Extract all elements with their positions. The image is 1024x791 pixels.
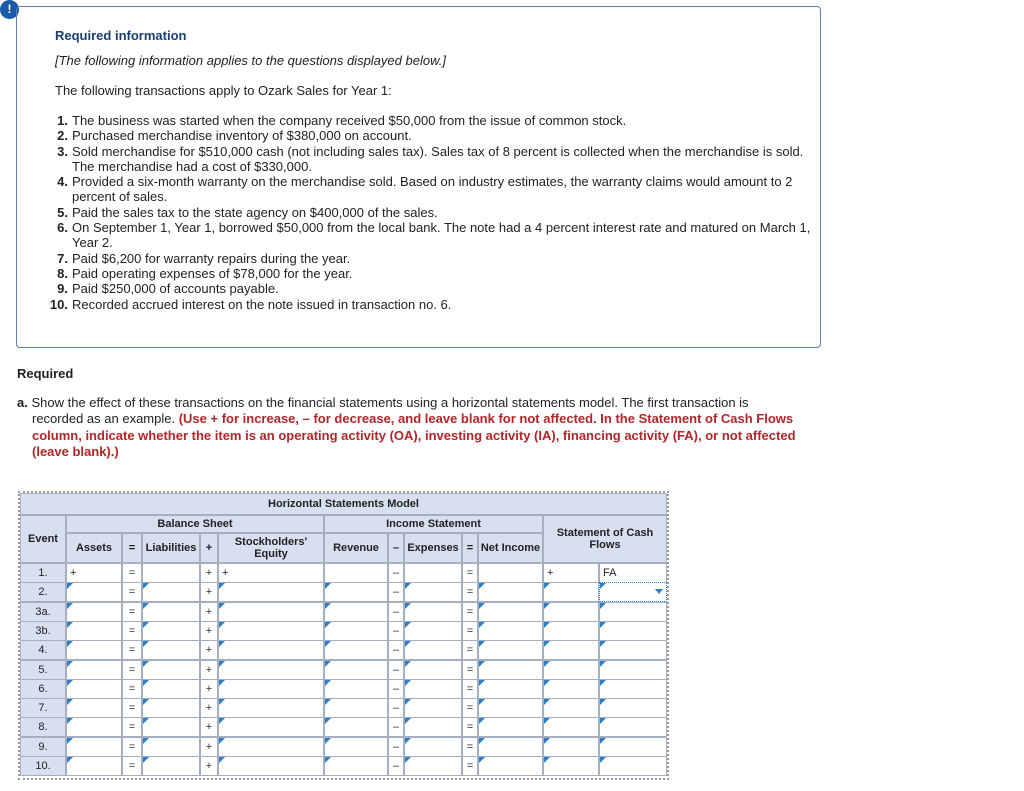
equity-input[interactable] (218, 660, 324, 680)
equity-input[interactable] (218, 717, 324, 737)
info-title: Required information (55, 28, 187, 43)
assets-input[interactable] (66, 717, 122, 737)
operator-symbol: = (122, 698, 142, 718)
revenue-input[interactable] (324, 582, 388, 602)
operator-symbol: – (388, 563, 404, 583)
liabilities-input[interactable] (142, 602, 200, 622)
netincome-input[interactable] (478, 582, 543, 602)
netincome-input[interactable] (478, 679, 543, 699)
expenses-input[interactable] (404, 756, 462, 776)
header-event: Event (20, 515, 66, 563)
required-instructions (17, 395, 807, 460)
operator-symbol: + (200, 756, 218, 776)
transaction-item (17, 144, 812, 175)
revenue-input[interactable] (324, 621, 388, 641)
operator-symbol: + (200, 602, 218, 622)
netincome-input[interactable] (478, 737, 543, 757)
liabilities-input[interactable] (142, 737, 200, 757)
transaction-text: On September 1, Year 1, borrowed $50,000 from the local bank. The note had a 4 percent interest rate and matured on March 1, Year 2. (72, 220, 811, 251)
instruction-line-2: recorded as an example. (32, 411, 176, 427)
assets-input[interactable] (66, 698, 122, 718)
cash-input[interactable] (543, 698, 599, 718)
cash-activity-select[interactable] (599, 679, 667, 699)
operator-symbol: – (388, 640, 404, 660)
cash-input[interactable] (543, 717, 599, 737)
assets-input[interactable] (66, 640, 122, 660)
event-label: 3a. (20, 602, 66, 622)
revenue-input[interactable] (324, 679, 388, 699)
netincome-input[interactable] (478, 660, 543, 680)
operator-symbol: = (462, 640, 478, 660)
operator-symbol: + (200, 621, 218, 641)
assets-input[interactable] (66, 621, 122, 641)
operator-symbol: = (462, 563, 478, 583)
transaction-text: Paid $250,000 of accounts payable. (72, 281, 279, 297)
event-label: 5. (20, 660, 66, 680)
header-eq-symbol-2: = (462, 533, 478, 563)
equity-input[interactable] (218, 756, 324, 776)
transaction-number: 6. (57, 220, 68, 236)
operator-symbol: = (462, 679, 478, 699)
transaction-text: Provided a six-month warranty on the merchandise sold. Based on industry estimates, the warranty claims would amount to 2 percent of sales. (72, 174, 793, 205)
transaction-text: Paid operating expenses of $78,000 for the year. (72, 265, 353, 281)
operator-symbol: = (122, 621, 142, 641)
event-label: 6. (20, 679, 66, 699)
cash-activity-select[interactable] (599, 621, 667, 641)
cash-input[interactable] (543, 582, 599, 602)
netincome-input[interactable] (478, 640, 543, 660)
required-information-box (16, 6, 821, 348)
transaction-item (17, 113, 812, 128)
assets-input[interactable] (66, 582, 122, 602)
chevron-down-icon[interactable] (655, 589, 663, 594)
operator-symbol: = (462, 698, 478, 718)
cash-activity-select[interactable] (599, 737, 667, 757)
operator-symbol: = (122, 640, 142, 660)
assets-input[interactable] (66, 602, 122, 622)
liabilities-input[interactable] (142, 698, 200, 718)
equity-input[interactable] (218, 621, 324, 641)
event-label: 10. (20, 756, 66, 776)
cash-activity-select[interactable] (599, 582, 667, 602)
transaction-number: 9. (57, 281, 68, 297)
operator-symbol: = (122, 563, 142, 583)
assets-input[interactable] (66, 660, 122, 680)
cash-input[interactable] (543, 660, 599, 680)
event-label: 2. (20, 582, 66, 602)
cash-activity-select: FA (599, 563, 667, 583)
operator-symbol: = (122, 737, 142, 757)
equity-input[interactable] (218, 582, 324, 602)
equity-input[interactable] (218, 602, 324, 622)
operator-symbol: = (462, 660, 478, 680)
header-cash-flows: Statement of Cash Flows (543, 515, 667, 563)
header-plus-symbol: + (200, 533, 218, 563)
header-minus-symbol: – (388, 533, 404, 563)
transaction-item (17, 297, 812, 312)
equity-input[interactable] (218, 640, 324, 660)
assets-input: + (66, 563, 122, 583)
transaction-number: 7. (57, 250, 68, 266)
operator-symbol: = (462, 621, 478, 641)
assets-input[interactable] (66, 679, 122, 699)
instruction-red-1: (Use + for increase, – for decrease, and leave blank for not affected. In the Statement of Cash Flows (178, 411, 794, 427)
liabilities-input[interactable] (142, 756, 200, 776)
cash-input[interactable] (543, 640, 599, 660)
cash-activity-select[interactable] (599, 602, 667, 622)
header-revenue: Revenue (324, 533, 388, 563)
transaction-number: 4. (57, 174, 68, 190)
operator-symbol: + (200, 679, 218, 699)
transaction-text: Paid the sales tax to the state agency on $400,000 of the sales. (72, 204, 438, 220)
instruction-red-3: (leave blank).) (32, 443, 119, 459)
expenses-input[interactable] (404, 737, 462, 757)
operator-symbol: = (122, 660, 142, 680)
netincome-input[interactable] (478, 717, 543, 737)
operator-symbol: = (122, 582, 142, 602)
alert-icon: ! (0, 0, 19, 19)
transaction-item (17, 174, 812, 205)
revenue-input (324, 563, 388, 583)
part-label: a. (17, 395, 28, 410)
event-label: 8. (20, 717, 66, 737)
operator-symbol: – (388, 660, 404, 680)
transaction-text: Recorded accrued interest on the note issued in transaction no. 6. (72, 296, 452, 312)
operator-symbol: – (388, 737, 404, 757)
assets-input[interactable] (66, 756, 122, 776)
transaction-text: Sold merchandise for $510,000 cash (not including sales tax). Sales tax of 8 percent is collected when the merchandise is sold. The merchandise had a cost of $330,000. (72, 143, 804, 174)
cash-activity-select[interactable] (599, 640, 667, 660)
operator-symbol: – (388, 756, 404, 776)
operator-symbol: + (200, 582, 218, 602)
transaction-text: Paid $6,200 for warranty repairs during the year. (72, 250, 351, 266)
cash-input[interactable] (543, 756, 599, 776)
liabilities-input[interactable] (142, 679, 200, 699)
liabilities-input[interactable] (142, 660, 200, 680)
operator-symbol: + (200, 737, 218, 757)
header-eq-symbol: = (122, 533, 142, 563)
header-balance-sheet: Balance Sheet (66, 515, 324, 533)
info-intro: The following transactions apply to Ozark Sales for Year 1: (55, 83, 392, 98)
operator-symbol: = (462, 602, 478, 622)
transaction-item (17, 220, 812, 251)
operator-symbol: = (462, 582, 478, 602)
netincome-input[interactable] (478, 698, 543, 718)
operator-symbol: + (200, 698, 218, 718)
instruction-red-2: column, indicate whether the item is an operating activity (OA), investing activity (IA), financing activity (FA), or not affected (32, 427, 796, 443)
netincome-input[interactable] (478, 756, 543, 776)
transaction-number: 10. (49, 296, 68, 312)
transaction-item (17, 281, 812, 296)
header-expenses: Expenses (404, 533, 462, 563)
netincome-input[interactable] (478, 621, 543, 641)
cash-activity-select[interactable] (599, 698, 667, 718)
transaction-number: 5. (57, 204, 68, 220)
cash-activity-select[interactable] (599, 717, 667, 737)
operator-symbol: – (388, 582, 404, 602)
revenue-input[interactable] (324, 717, 388, 737)
operator-symbol: = (462, 737, 478, 757)
revenue-input[interactable] (324, 698, 388, 718)
revenue-input[interactable] (324, 660, 388, 680)
assets-input[interactable] (66, 737, 122, 757)
operator-symbol: – (388, 717, 404, 737)
operator-symbol: + (200, 660, 218, 680)
transaction-text: The business was started when the company received $50,000 from the issue of common stock. (72, 113, 627, 128)
equity-input[interactable] (218, 679, 324, 699)
netincome-input[interactable] (478, 602, 543, 622)
cash-input[interactable] (543, 621, 599, 641)
operator-symbol: = (122, 602, 142, 622)
expenses-input (404, 563, 462, 583)
cash-activity-select[interactable] (599, 756, 667, 776)
operator-symbol: + (200, 640, 218, 660)
horizontal-statements-model (18, 491, 669, 780)
header-assets: Assets (66, 533, 122, 563)
operator-symbol: + (200, 563, 218, 583)
transaction-list (17, 113, 812, 312)
required-heading: Required (17, 366, 74, 381)
liabilities-input[interactable] (142, 717, 200, 737)
header-stockholders-equity: Stockholders' Equity (218, 533, 324, 563)
operator-symbol: – (388, 698, 404, 718)
header-income-statement: Income Statement (324, 515, 543, 533)
transaction-item (17, 205, 812, 220)
liabilities-input[interactable] (142, 640, 200, 660)
netincome-input (478, 563, 543, 583)
transaction-number: 1. (57, 113, 68, 128)
operator-symbol: = (122, 679, 142, 699)
event-label: 9. (20, 737, 66, 757)
header-net-income: Net Income (478, 533, 543, 563)
liabilities-input (142, 563, 200, 583)
event-label: 3b. (20, 621, 66, 641)
operator-symbol: = (122, 717, 142, 737)
expenses-input[interactable] (404, 679, 462, 699)
operator-symbol: = (462, 717, 478, 737)
revenue-input[interactable] (324, 602, 388, 622)
cash-activity-select[interactable] (599, 660, 667, 680)
model-title: Horizontal Statements Model (20, 493, 667, 515)
event-label: 7. (20, 698, 66, 718)
info-note: [The following information applies to the questions displayed below.] (55, 53, 446, 68)
transaction-text: Purchased merchandise inventory of $380,000 on account. (72, 128, 412, 144)
expenses-input[interactable] (404, 640, 462, 660)
expenses-input[interactable] (404, 582, 462, 602)
equity-input[interactable] (218, 698, 324, 718)
equity-input[interactable] (218, 737, 324, 757)
liabilities-input[interactable] (142, 621, 200, 641)
operator-symbol: – (388, 621, 404, 641)
expenses-input[interactable] (404, 660, 462, 680)
cash-input[interactable] (543, 737, 599, 757)
operator-symbol: + (200, 717, 218, 737)
equity-input: + (218, 563, 324, 583)
transaction-item (17, 128, 812, 143)
expenses-input[interactable] (404, 717, 462, 737)
event-label: 4. (20, 640, 66, 660)
revenue-input[interactable] (324, 737, 388, 757)
expenses-input[interactable] (404, 602, 462, 622)
transaction-number: 2. (57, 128, 68, 144)
transaction-item (17, 251, 812, 266)
expenses-input[interactable] (404, 621, 462, 641)
instruction-line-1: Show the effect of these transactions on the financial statements using a horizontal statements model. The first transaction is (31, 395, 749, 410)
revenue-input[interactable] (324, 756, 388, 776)
operator-symbol: = (122, 756, 142, 776)
revenue-input[interactable] (324, 640, 388, 660)
operator-symbol: = (462, 756, 478, 776)
transaction-item (17, 266, 812, 281)
operator-symbol: – (388, 602, 404, 622)
header-liabilities: Liabilities (142, 533, 200, 563)
transaction-number: 8. (57, 265, 68, 281)
cash-input: + (543, 563, 599, 583)
event-label: 1. (20, 563, 66, 583)
expenses-input[interactable] (404, 698, 462, 718)
cash-input[interactable] (543, 602, 599, 622)
liabilities-input[interactable] (142, 582, 200, 602)
transaction-number: 3. (57, 143, 68, 159)
operator-symbol: – (388, 679, 404, 699)
cash-input[interactable] (543, 679, 599, 699)
